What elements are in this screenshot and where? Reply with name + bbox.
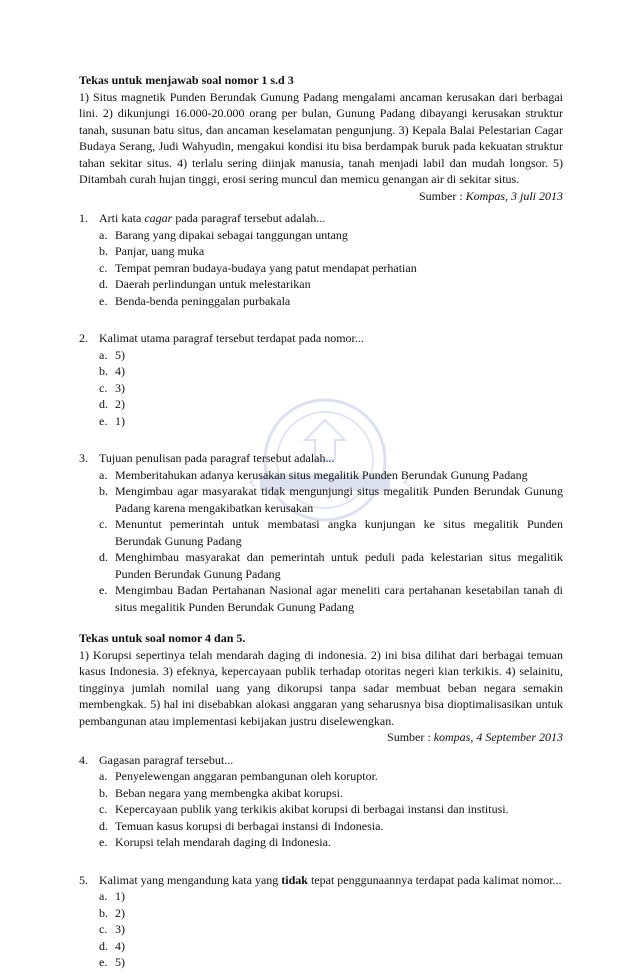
passage1-source-ref: Kompas, 3 juli 2013 [465,188,563,203]
answer-option [99,276,563,293]
option-text: 1) [115,413,125,428]
option-text: Kepercayaan publik yang terkikis akibat korupsi di berbagai instansi dan institusi. [115,802,509,816]
option-letter: e. [99,413,108,428]
option-letter: a. [99,769,108,783]
option-letter: e. [99,835,108,849]
question-text: Kalimat utama paragraf tersebut terdapat pada nomor... [99,331,364,345]
option-letter: c. [99,802,108,816]
option-letter: c. [99,260,108,275]
option-letter: e. [99,293,108,308]
option-text: Daerah perlindungan untuk melestarikan [115,277,311,291]
answer-option [99,347,563,364]
question-text: Arti kata cagar pada paragraf tersebut adalah... [99,211,326,225]
answer-option [99,483,563,516]
option-letter: b. [99,364,108,378]
option-text: Mengimbau Badan Pertahanan Nasional agar meneliti cara pertahanan kesetabilan tanah di situs megalitik Punden Berundak Gunung Padang [115,583,563,614]
question-2 [79,330,563,347]
option-text: Penyelewengan anggaran pembangunan oleh koruptor. [115,769,378,783]
answer-option [99,243,563,260]
option-letter: c. [99,517,108,531]
question-5 [79,872,563,889]
answer-option [99,227,563,244]
passage2-source-ref: kompas, 4 September 2013 [433,730,563,744]
passage1-source-label: Sumber : [418,188,463,203]
answer-option [99,785,563,802]
option-text: Menuntut pemerintah untuk membatasi angka kunjungan ke situs megalitik Punden Berundak Gunung Padang [115,517,563,548]
answer-option [99,921,563,938]
answer-option [99,363,563,380]
option-text: Memberitahukan adanya kerusakan situs megalitik Punden Berundak Gunung Padang [115,467,528,482]
q3-options [79,467,563,616]
option-text: Menghimbau masyarakat dan pemerintah untuk peduli pada kelestarian situs megalitik Punden Berundak Gunung Padang [115,550,563,581]
option-letter: b. [99,244,108,258]
option-letter: a. [99,467,108,482]
option-text: 1) [115,889,125,903]
option-letter: d. [99,550,108,564]
option-letter: c. [99,922,108,936]
option-text: 4) [115,938,125,953]
option-letter: a. [99,347,108,362]
passage2-source [79,729,563,746]
option-text: Temuan kasus korupsi di berbagai instansi di Indonesia. [115,818,384,833]
option-letter: c. [99,380,108,395]
question-3 [79,450,563,467]
passage2-source-label: Sumber : [387,730,431,744]
option-letter: d. [99,818,108,833]
option-text: 5) [115,955,125,969]
option-text: 3) [115,380,125,395]
answer-option [99,396,563,413]
answer-option [99,549,563,582]
option-text: Barang yang dipakai sebagai tanggungan untang [115,227,348,242]
option-letter: a. [99,227,108,242]
passage1-heading: Tekas untuk menjawab soal nomor 1 s.d 3 [79,73,294,87]
answer-option [99,954,563,971]
option-letter: a. [99,889,108,903]
answer-option [99,516,563,549]
passage2-body: 1) Korupsi sepertinya telah mendarah daging di indonesia. 2) ini bisa dilihat dari berbagai temuan kasus Indonesia. 3) efeknya, kepercayaan publik terhadap otoritas negeri kian terkikis. 4) selainitu, tingginya jumlah nomilal uang yang dikorupsi tanpa sadar membuat beban negara semakin membengkak. 5) hal ini disebabkan alokasi anggaran yang seharusnya bisa dioptimalisasikan untuk pembangunan atau implementasi kebijakan justru diselewengkan. [79,647,563,728]
question-text: Gagasan paragraf tersebut... [99,752,234,767]
option-text: Mengimbau agar masyarakat tidak mengunjungi situs megalitik Punden Berundak Gunung Padang karena mengakibatkan kerusakan [115,484,563,515]
question-number: 3. [79,451,88,465]
option-text: 3) [115,922,125,936]
option-letter: b. [99,484,108,498]
answer-option [99,801,563,818]
document-page [79,72,563,971]
option-letter: d. [99,938,108,953]
option-text: Beban negara yang membengka akibat korupsi. [115,785,343,800]
question-number: 5. [79,872,88,887]
q1-options [79,227,563,310]
answer-option [99,888,563,905]
option-letter: d. [99,277,108,291]
passage2-heading: Tekas untuk soal nomor 4 dan 5. [79,631,246,645]
question-text: Tujuan penulisan pada paragraf tersebut adalah... [99,451,335,465]
answer-option [99,293,563,310]
answer-option [99,260,563,277]
answer-option [99,768,563,785]
question-number: 1. [79,211,88,225]
option-text: Tempat pemran budaya-budaya yang patut mendapat perhatian [115,260,417,275]
answer-option [99,413,563,430]
question-4 [79,752,563,769]
q5-options [79,888,563,971]
question-text: Kalimat yang mengandung kata yang tidak tepat penggunaannya terdapat pada kalimat nomor... [99,872,562,887]
option-text: Panjar, uang muka [115,244,205,258]
option-text: 5) [115,347,125,362]
question-number: 2. [79,331,88,345]
passage1-source [79,188,563,205]
option-text: Benda-benda peninggalan purbakala [115,293,291,308]
option-text: Korupsi telah mendarah daging di Indonesia. [115,835,331,849]
option-letter: d. [99,397,108,411]
question-1 [79,210,563,227]
option-letter: e. [99,583,108,597]
answer-option [99,938,563,955]
option-letter: e. [99,955,108,969]
option-letter: b. [99,905,108,920]
answer-option [99,818,563,835]
answer-option [99,380,563,397]
answer-option [99,834,563,851]
option-text: 2) [115,905,125,920]
q2-options [79,347,563,430]
q4-options [79,768,563,851]
answer-option [99,905,563,922]
option-letter: b. [99,785,108,800]
option-text: 2) [115,397,125,411]
answer-option [99,467,563,484]
answer-option [99,582,563,615]
question-number: 4. [79,752,88,767]
option-text: 4) [115,364,125,378]
passage1-body: 1) Situs magnetik Punden Berundak Gunung Padang mengalami ancaman kerusakan dari berbagai lini. 2) dikunjungi 16.000-20.000 orang per bulan, Gunung Padang dibayangi kerusakan struktur tanah, susunan batu situs, dan ancaman keselamatan pengunjung. 3) Kepala Balai Pelestarian Cagar Budaya Serang, Judi Wahyudin, mengakui kondisi itu bisa berdampak buruk pada kekuatan struktur tahan sekitar situs. 4) terlalu sering diinjak manusia, tanah menjadi labil dan mudah longsor. 5) Ditambah curah hujan tinggi, erosi sering muncul dan memicu genangan air di sekitar situs. [79,89,563,186]
